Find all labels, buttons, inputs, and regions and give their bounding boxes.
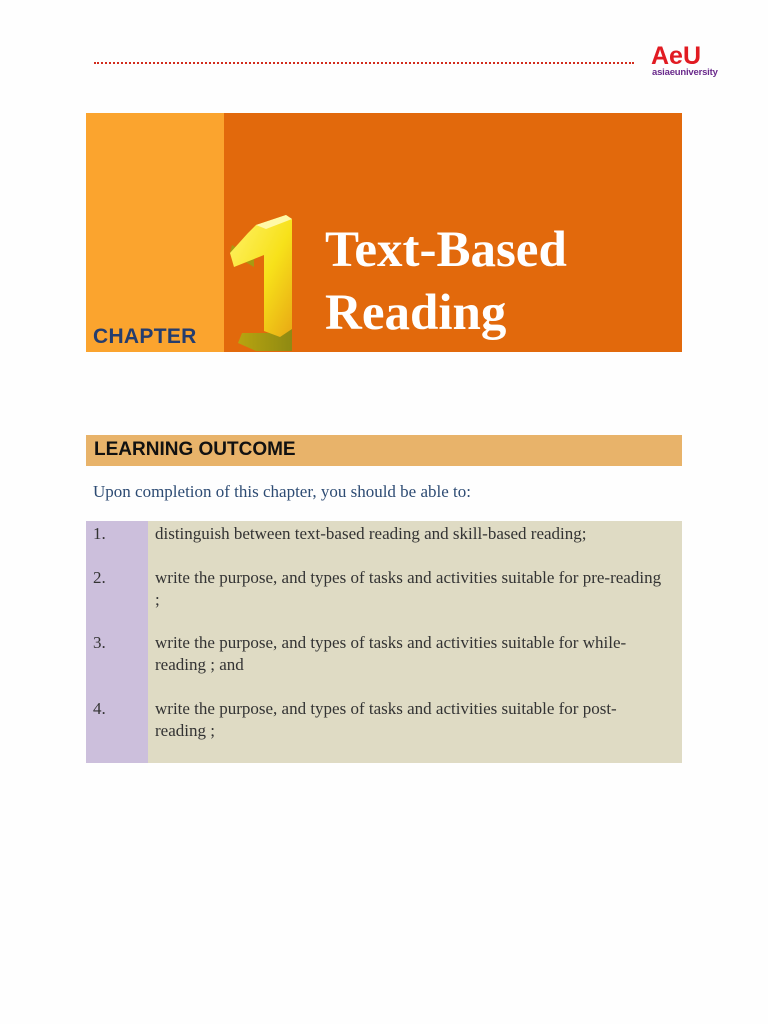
chapter-title-line2: Reading: [325, 285, 507, 341]
logo-subtitle: asiaeuniversity: [652, 67, 718, 78]
chapter-title-line1: Text-Based: [325, 222, 567, 278]
learning-outcome-table: [86, 521, 682, 763]
logo-letters: AeU: [651, 42, 702, 70]
header-dotted-rule: [94, 62, 634, 64]
chapter-title: [325, 219, 567, 345]
chapter-label: CHAPTER: [93, 325, 197, 348]
learning-outcome-bar: [86, 435, 682, 466]
item-text: write the purpose, and types of tasks and activities suitable for pre-reading ;: [155, 568, 662, 609]
banner-left-panel: [86, 113, 224, 352]
item-number: 2.: [93, 568, 106, 587]
chapter-number-graphic: [226, 211, 318, 355]
item-number: 1.: [93, 524, 106, 543]
university-logo: [651, 42, 719, 82]
item-text: distinguish between text-based reading and skill-based reading;: [155, 524, 587, 543]
learning-outcome-heading: LEARNING OUTCOME: [94, 439, 296, 460]
learning-outcome-intro: Upon completion of this chapter, you should be able to:: [93, 482, 471, 501]
item-text: write the purpose, and types of tasks and activities suitable for while-reading ; and: [155, 633, 627, 674]
item-text: write the purpose, and types of tasks and activities suitable for post-reading ;: [155, 699, 617, 740]
chapter-banner: [86, 113, 682, 352]
item-number: 3.: [93, 633, 106, 652]
item-number: 4.: [93, 699, 106, 718]
